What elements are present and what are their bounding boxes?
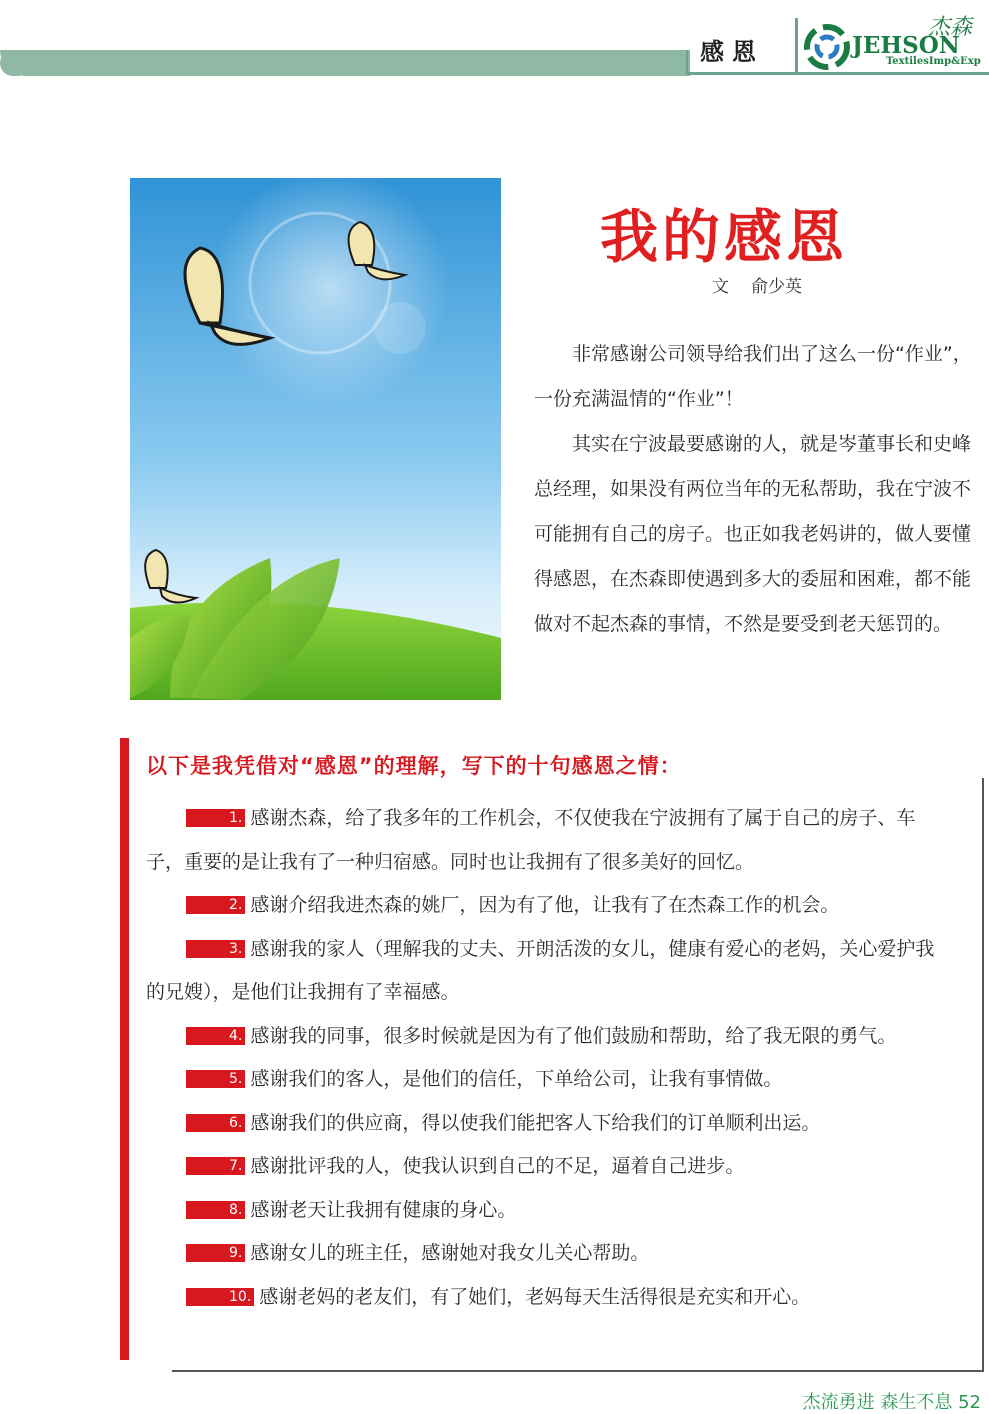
list-item: [146, 1189, 946, 1233]
item-text: 感谢介绍我进杰森的姚厂，因为有了他，让我有了在杰森工作的机会。: [250, 894, 840, 916]
byline-prefix: 文: [712, 277, 729, 297]
list-item: [146, 1145, 946, 1189]
gratitude-list: [146, 797, 946, 1319]
item-number: 2.: [186, 896, 245, 914]
list-heading: 以下是我凭借对“感恩”的理解，写下的十句感恩之情：: [146, 754, 682, 778]
page-number: 52: [958, 1392, 981, 1413]
item-text: 感谢我们的供应商，得以使我们能把客人下给我们的订单顺利出运。: [250, 1111, 821, 1134]
intro-text: [534, 332, 989, 647]
list-item: [146, 1276, 946, 1320]
item-number: 3.: [186, 940, 245, 958]
logo-chinese-text: 杰森: [928, 15, 973, 40]
author-name: 俞少英: [751, 277, 802, 297]
company-logo: [800, 10, 985, 72]
item-number: 9.: [186, 1244, 245, 1262]
footer-slogan: 杰流勇进 森生不息: [802, 1392, 953, 1413]
item-text: 感谢批评我的人，使我认识到自己的不足，逼着自己进步。: [250, 1155, 745, 1177]
item-number: 8.: [186, 1201, 245, 1219]
header-divider-vertical: [795, 18, 798, 72]
item-text: 感谢老妈的老友们，有了她们，老妈每天生活得很是充实和开心。: [259, 1285, 811, 1308]
list-item: [146, 1232, 946, 1276]
section-label: 感恩: [700, 38, 764, 66]
item-number: 1.: [186, 809, 245, 827]
list-item: [146, 1015, 946, 1059]
item-text: 感谢我的家人（理解我的丈夫、开朗活泼的女儿，健康有爱心的老妈，关心爱护我的兄嫂），是他们让我拥有了幸福感。: [146, 937, 935, 1003]
intro-paragraph: 其实在宁波最要感谢的人，就是岑董事长和史峰总经理，如果没有两位当年的无私帮助，我在宁波不可能拥有自己的房子。也正如我老妈讲的，做人要懂得感恩，在杰森即使遇到多大的委屈和困难，都不能做对不起杰森的事情，不然是要受到老天惩罚的。: [534, 433, 972, 635]
item-text: 感谢杰森，给了我多年的工作机会，不仅使我在宁波拥有了属于自己的房子、车子，重要的是让我有了一种归宿感。同时也让我拥有了很多美好的回忆。: [146, 807, 916, 873]
byline: [712, 272, 802, 297]
header-divider-horizontal: [686, 72, 989, 75]
intro-paragraph: 非常感谢公司领导给我们出了这么一份“作业”，一份充满温情的“作业”！: [534, 343, 972, 410]
butterfly-photo: [130, 178, 501, 700]
item-text: 感谢女儿的班主任，感谢她对我女儿关心帮助。: [250, 1242, 650, 1264]
article-title: 我的感恩: [600, 203, 849, 271]
list-item: [146, 884, 946, 928]
item-number: 7.: [186, 1157, 245, 1175]
list-accent-bar: [120, 738, 129, 1360]
list-border-right: [982, 778, 984, 1372]
logo-wordmark: JEHSON: [852, 32, 960, 59]
item-text: 感谢我们的客人，是他们的信任，下单给公司，让我有事情做。: [250, 1068, 783, 1090]
item-text: 感谢老天让我拥有健康的身心。: [250, 1198, 517, 1221]
list-item: [146, 1102, 946, 1146]
logo-swirl-icon: [804, 24, 850, 70]
item-text: 感谢我的同事，很多时候就是因为有了他们鼓励和帮助，给了我无限的勇气。: [250, 1024, 897, 1047]
item-number: 5.: [186, 1070, 245, 1088]
list-border-bottom: [172, 1370, 984, 1372]
logo-subtitle: TextilesImp&Exp: [886, 56, 981, 67]
list-item: [146, 928, 946, 1015]
list-item: [146, 1058, 946, 1102]
page-footer: [803, 1388, 981, 1414]
item-number: 6.: [186, 1114, 245, 1132]
header-band: [0, 50, 690, 76]
list-item: [146, 797, 946, 884]
item-number: 4.: [186, 1027, 245, 1045]
item-number: 10.: [186, 1288, 254, 1306]
